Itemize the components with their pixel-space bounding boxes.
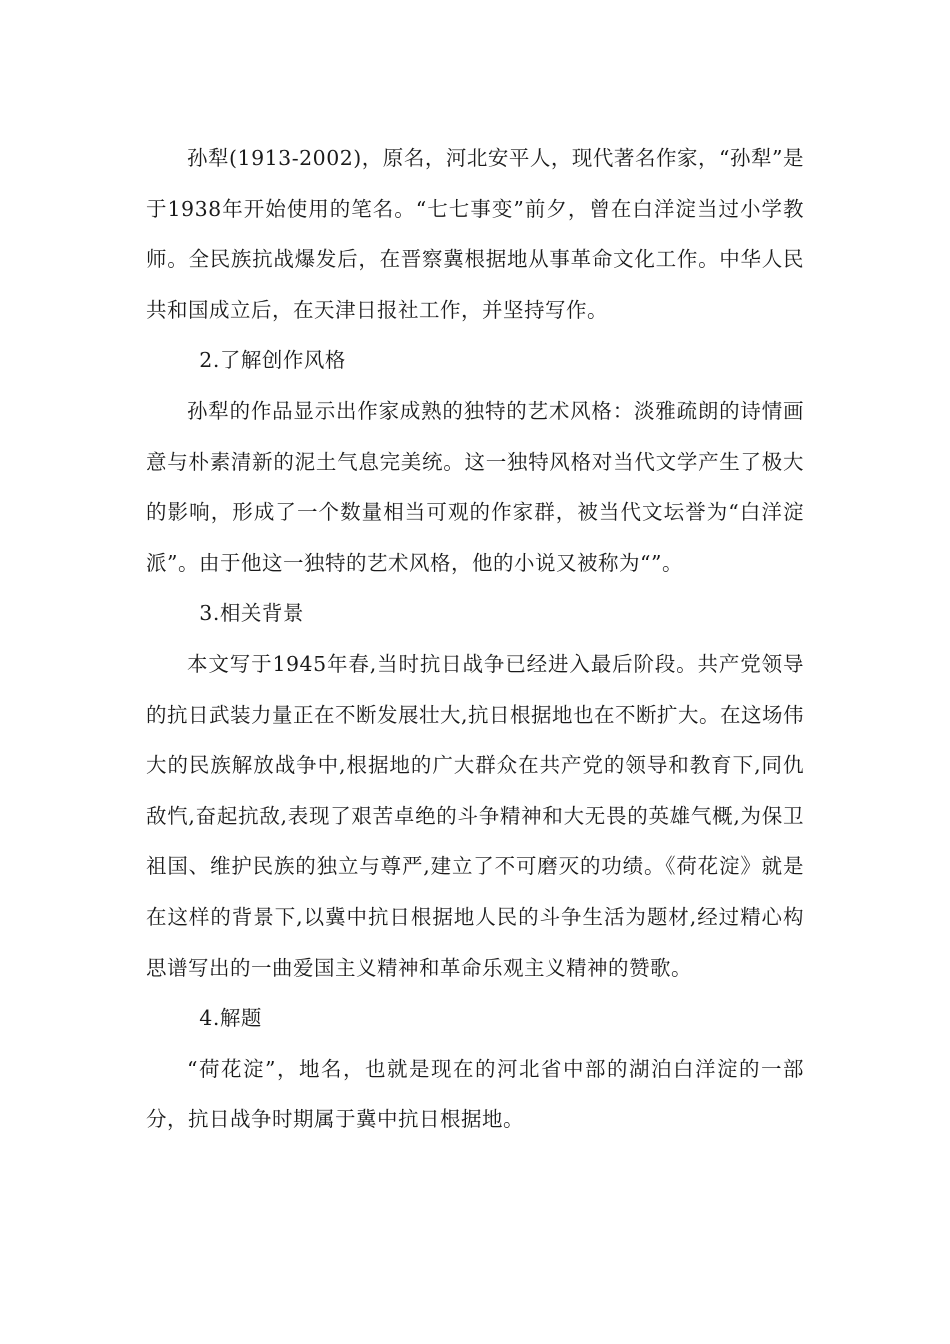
section-heading-title-explanation: 4.解题 [199,1006,262,1031]
section-heading-background: 3.相关背景 [199,601,304,626]
paragraph-background: 本文写于1945年春,当时抗日战争已经进入最后阶段。共产党领导的抗日武装力量正在不断发展壮大,抗日根据地也在不断扩大。在这场伟大的民族解放战争中,根据地的广大群众在共产党的领导和教育下,同仇敌忾,奋起抗敌,表现了艰苦卓绝的斗争精神和大无畏的英雄气概,为保卫祖国、维护民族的独立与尊严,建立了不可磨灭的功绩。《荷花淀》就是在这样的背景下,以冀中抗日根据地人民的斗争生活为题材,经过精心构思谱写出的一曲爱国主义精神和革命乐观主义精神的赞歌。 [146,651,805,980]
document-body [146,133,804,1145]
paragraph-title-explanation: “荷花淀”，地名，也就是现在的河北省中部的湖泊白洋淀的一部分，抗日战争时期属于冀中抗日根据地。 [146,1056,804,1132]
section-heading-style: 2.了解创作风格 [199,348,346,373]
paragraph-style: 孙犁的作品显示出作家成熟的独特的艺术风格：淡雅疏朗的诗情画意与朴素清新的泥土气息完美统。这一独特风格对当代文学产生了极大的影响，形成了一个数量相当可观的作家群，被当代文坛誉为“白洋淀派”。由于他这一独特的艺术风格，他的小说又被称为“”。 [146,398,804,575]
paragraph-author-intro: 孙犁(1913-2002)，原名，河北安平人，现代著名作家，“孙犁”是于1938年开始使用的笔名。“七七事变”前夕，曾在白洋淀当过小学教师。全民族抗战爆发后，在晋察冀根据地从事革命文化工作。中华人民共和国成立后，在天津日报社工作，并坚持写作。 [146,146,804,322]
